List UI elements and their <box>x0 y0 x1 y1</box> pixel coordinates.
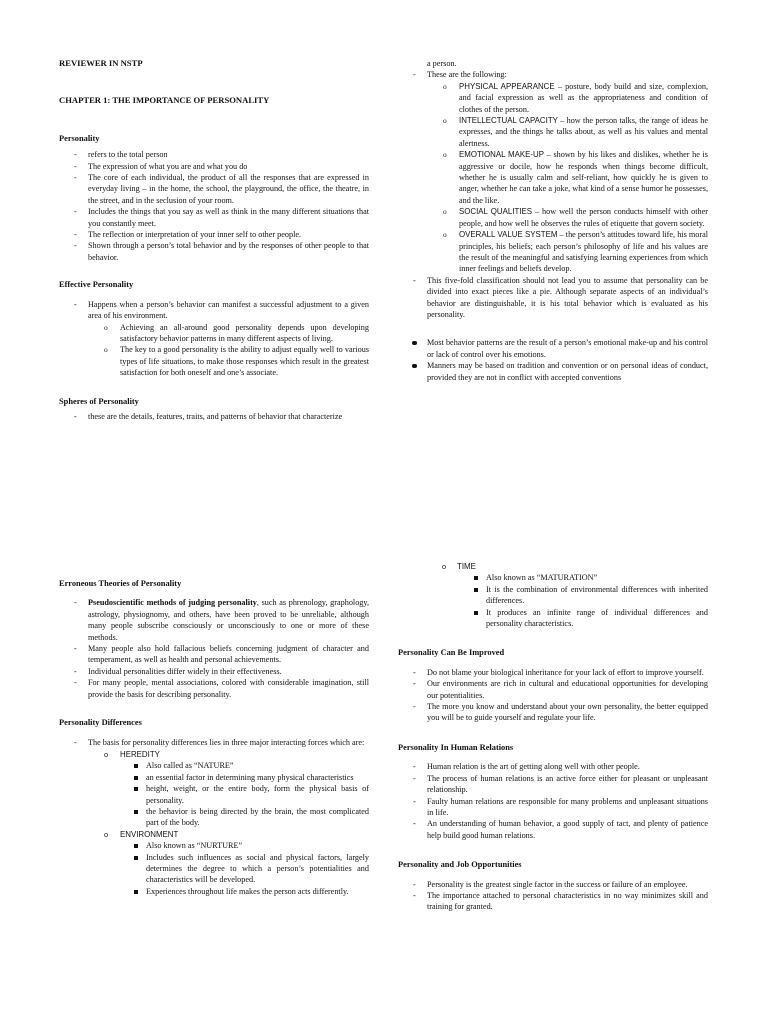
forces-list <box>59 749 369 760</box>
list-item: o TIME <box>398 561 708 572</box>
list-item: - Individual personalities differ widely in their effectiveness. <box>59 666 369 677</box>
list-item: o HEREDITY <box>59 749 369 760</box>
personality-heading: Personality <box>59 133 100 143</box>
list-item: - Our environments are rich in cultural and educational opportunities for developing our potentialities. <box>398 678 708 701</box>
sphere-label: EMOTIONAL MAKE-UP <box>459 150 544 160</box>
heredity-list <box>59 760 369 828</box>
list-item: Manners may be based on tradition and convention or on personal ideas of conduct, provided they are not in conflict with accepted conventions <box>398 360 708 383</box>
forces-list <box>59 829 369 840</box>
list-item: - refers to the total person <box>59 149 369 160</box>
list-item: - Shown through a person’s total behavior and by the responses of other people to that behavior. <box>59 240 369 263</box>
spheres-intro-list <box>398 69 708 80</box>
time-force-list <box>398 561 708 572</box>
list-item: an essential factor in determining many physical characteristics <box>59 772 369 783</box>
list-item: - The more you know and understand about your own personality, the better equipped you will be to guide yourself and regulate your life. <box>398 701 708 724</box>
human-relations-heading: Personality In Human Relations <box>398 742 514 752</box>
time-list <box>398 572 708 629</box>
sphere-label: SOCIAL QUALITIES <box>459 207 532 217</box>
list-item: o ENVIRONMENT <box>59 829 369 840</box>
differences-list <box>59 737 369 748</box>
list-item: - This five-fold classification should not lead you to assume that personality can be divided into exact pieces like a pie. Although separate aspects of an individual’s behavior are distinguishable, it is his total behavior which is evaluated as his personality. <box>398 275 708 321</box>
document-title: REVIEWER IN NSTP <box>59 58 143 68</box>
page1-left-column <box>59 58 369 422</box>
list-item: - Human relation is the art of getting along well with other people. <box>398 761 708 772</box>
list-item: height, weight, or the entire body, form the physical basis of personality. <box>59 783 369 806</box>
spheres-sublist <box>398 81 708 275</box>
list-item: o EMOTIONAL MAKE-UP – shown by his likes and dislikes, whether he is aggressive or docile, how he responds when things become difficult, whether he is usually calm and self-reliant, how quickly he is given to anger, whether he can take a joke, what kind of a sense humor he possesses, and the like. <box>398 149 708 206</box>
effective-personality-sublist <box>59 322 369 379</box>
list-item: Also known as “NURTURE” <box>59 840 369 851</box>
list-item: - The process of human relations is an active force either for pleasant or unpleasant relationship. <box>398 773 708 796</box>
list-item: - Pseudoscientific methods of judging personality, such as phrenology, graphology, astrology, physiognomy, and others, have been proved to be unreliable, although many people subscribe consciously or unconsciously to one or more of these methods. <box>59 597 369 643</box>
list-item: It is the combination of environmental differences with inherited differences. <box>398 584 708 607</box>
list-item: o INTELLECTUAL CAPACITY – how the person talks, the range of ideas he expresses, and the things he talks about, as well as his values and mental alertness. <box>398 115 708 149</box>
list-item: o OVERALL VALUE SYSTEM – the person’s attitudes toward life, his moral principles, his beliefs; each person’s philosophy of life and his values are the result of the meaningful and satisfying learning experiences from which inner feelings and beliefs develop. <box>398 229 708 275</box>
list-item: - Do not blame your biological inheritance for your lack of effort to improve yourself. <box>398 667 708 678</box>
page1-right-column <box>398 58 708 383</box>
list-item: the behavior is being directed by the brain, the most complicated part of the body. <box>59 806 369 829</box>
erroneous-theories-heading: Erroneous Theories of Personality <box>59 579 182 588</box>
sphere-label: PHYSICAL APPEARANCE <box>459 81 555 91</box>
list-item: o The key to a good personality is the ability to adjust equally well to various types of life situations, to make those responses which result in the greatest satisfaction for both oneself and one’s associate. <box>59 344 369 378</box>
chapter-title: CHAPTER 1: THE IMPORTANCE OF PERSONALITY <box>59 95 270 106</box>
list-item: Most behavior patterns are the result of a person’s emotional make-up and his control or lack of control over his emotions. <box>398 337 708 360</box>
list-item: Also called as “NATURE” <box>59 760 369 771</box>
list-item: Also known as “MATURATION” <box>398 572 708 583</box>
five-fold-list <box>398 275 708 321</box>
list-item: - The reflection or interpretation of your inner self to other people. <box>59 229 369 240</box>
spheres-heading: Spheres of Personality <box>59 396 139 406</box>
behavior-bullets <box>398 337 708 383</box>
effective-personality-list <box>59 299 369 322</box>
personality-list <box>59 149 369 263</box>
list-item: - For many people, mental associations, colored with considerable imagination, still provide the basis for describing personality. <box>59 677 369 700</box>
list-item: It produces an infinite range of individual differences and personality characteristics. <box>398 607 708 630</box>
environment-list <box>59 840 369 897</box>
list-item: - Faulty human relations are responsible for many problems and unpleasant situations in life. <box>398 796 708 819</box>
personality-differences-heading: Personality Differences <box>59 718 142 728</box>
list-item: - The expression of what you are and what you do <box>59 161 369 172</box>
list-item: - these are the details, features, traits, and patterns of behavior that characterize <box>59 411 369 422</box>
list-item: - Happens when a person’s behavior can manifest a successful adjustment to a given area of his environment. <box>59 299 369 322</box>
sphere-label: INTELLECTUAL CAPACITY <box>459 116 558 126</box>
improved-list <box>398 667 708 724</box>
job-opportunities-heading: Personality and Job Opportunities <box>398 860 522 870</box>
erroneous-theories-list <box>59 597 369 700</box>
list-item: o PHYSICAL APPEARANCE – posture, body build and size, complexion, and facial expression as well as the appropriateness and condition of clothes of the person. <box>398 81 708 115</box>
list-item: - The basis for personality differences lies in three major interacting forces which are: <box>59 737 369 748</box>
sphere-label: OVERALL VALUE SYSTEM <box>459 230 558 240</box>
page2-right-column <box>398 561 708 913</box>
list-item: - The core of each individual, the product of all the responses that are expressed in everyday living – in the home, the school, the playground, the office, the theatre, in the street, and in the seclusion of your room. <box>59 172 369 206</box>
human-relations-list <box>398 761 708 841</box>
effective-personality-heading: Effective Personality <box>59 280 134 290</box>
job-opportunities-list <box>398 879 708 913</box>
list-item: o Achieving an all-around good personality depends upon developing satisfactory behavior patterns in many different aspects of living. <box>59 322 369 345</box>
list-item: - Includes the things that you say as well as think in the many different situations that you constantly meet. <box>59 206 369 229</box>
bold-lead: Pseudoscientific methods of judging personality <box>88 598 257 608</box>
list-item: - Personality is the greatest single factor in the success or failure of an employee. <box>398 879 708 890</box>
list-item: Experiences throughout life makes the person acts differently. <box>59 886 369 897</box>
list-item: o SOCIAL QUALITIES – how well the person conducts himself with other people, and how well he observes the rules of etiquette that govern society. <box>398 206 708 229</box>
page2-left-column <box>59 578 369 897</box>
improved-heading: Personality Can Be Improved <box>398 648 505 658</box>
continued-text: a person. <box>427 59 457 68</box>
list-item: - These are the following: <box>398 69 708 80</box>
list-item: - An understanding of human behavior, a good supply of tact, and plenty of patience help build good human relations. <box>398 818 708 841</box>
list-item: - Many people also hold fallacious beliefs concerning judgment of character and temperament, as well as health and personal achievements. <box>59 643 369 666</box>
list-item: - The importance attached to personal characteristics in no way minimizes skill and training for granted. <box>398 890 708 913</box>
spheres-list <box>59 411 369 422</box>
list-item: Includes such influences as social and physical factors, largely determines the degree to which a person’s potentialities and characteristics will be developed. <box>59 852 369 886</box>
